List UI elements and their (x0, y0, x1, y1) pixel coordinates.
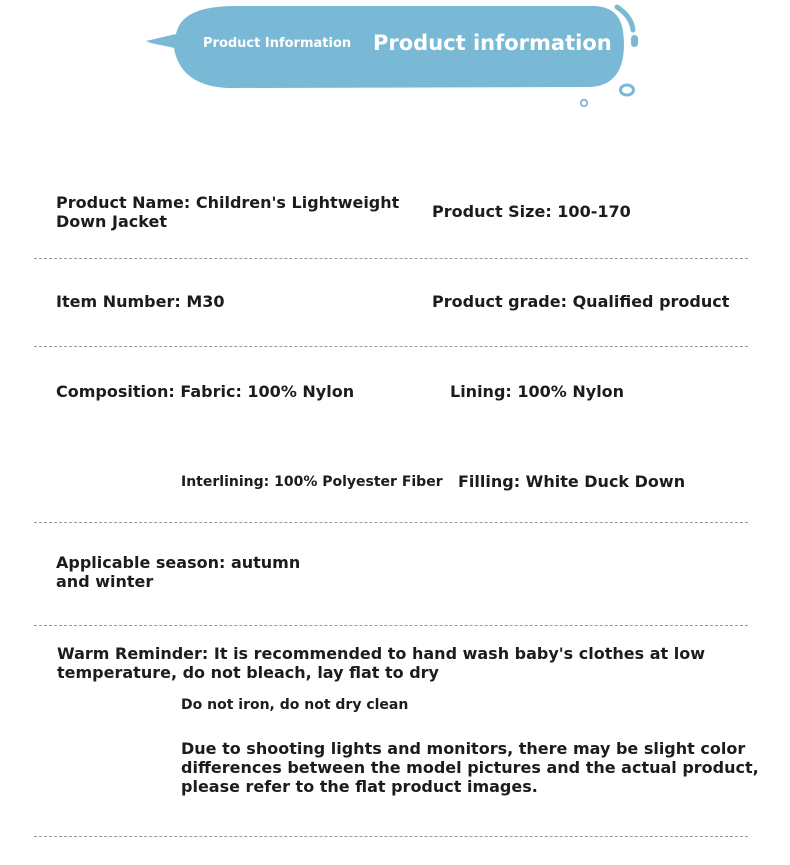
season-line2: and winter (56, 572, 154, 591)
product-grade: Product grade: Qualified product (432, 292, 730, 311)
reminder-line1: Warm Reminder: It is recommended to hand wash baby's clothes at low (57, 644, 705, 663)
banner-title: Product information (373, 31, 612, 55)
lining: Lining: 100% Nylon (450, 382, 625, 401)
product-name-line2: Down Jacket (56, 212, 167, 231)
reminder-line2: temperature, do not bleach, lay flat to dry (57, 663, 439, 682)
divider (34, 346, 748, 347)
header-banner (0, 0, 790, 120)
divider (34, 522, 748, 523)
disclaimer-line2: differences between the model pictures and the actual product, (181, 758, 759, 777)
disclaimer-line1: Due to shooting lights and monitors, there may be slight color (181, 739, 746, 758)
item-number: Item Number: M30 (56, 292, 225, 311)
product-name-line1: Product Name: Children's Lightweight (56, 193, 400, 212)
divider (34, 625, 748, 626)
iron-note: Do not iron, do not dry clean (181, 697, 409, 713)
composition: Composition: Fabric: 100% Nylon (56, 382, 355, 401)
divider (34, 258, 748, 259)
season-line1: Applicable season: autumn (56, 553, 301, 572)
speech-bubble-icon (0, 0, 790, 120)
product-size: Product Size: 100-170 (432, 202, 631, 221)
divider (34, 836, 748, 837)
banner-subtitle: Product Information (203, 36, 352, 51)
interlining: Interlining: 100% Polyester Fiber (181, 474, 443, 490)
filling: Filling: White Duck Down (458, 472, 686, 491)
disclaimer-line3: please refer to the flat product images. (181, 777, 538, 796)
